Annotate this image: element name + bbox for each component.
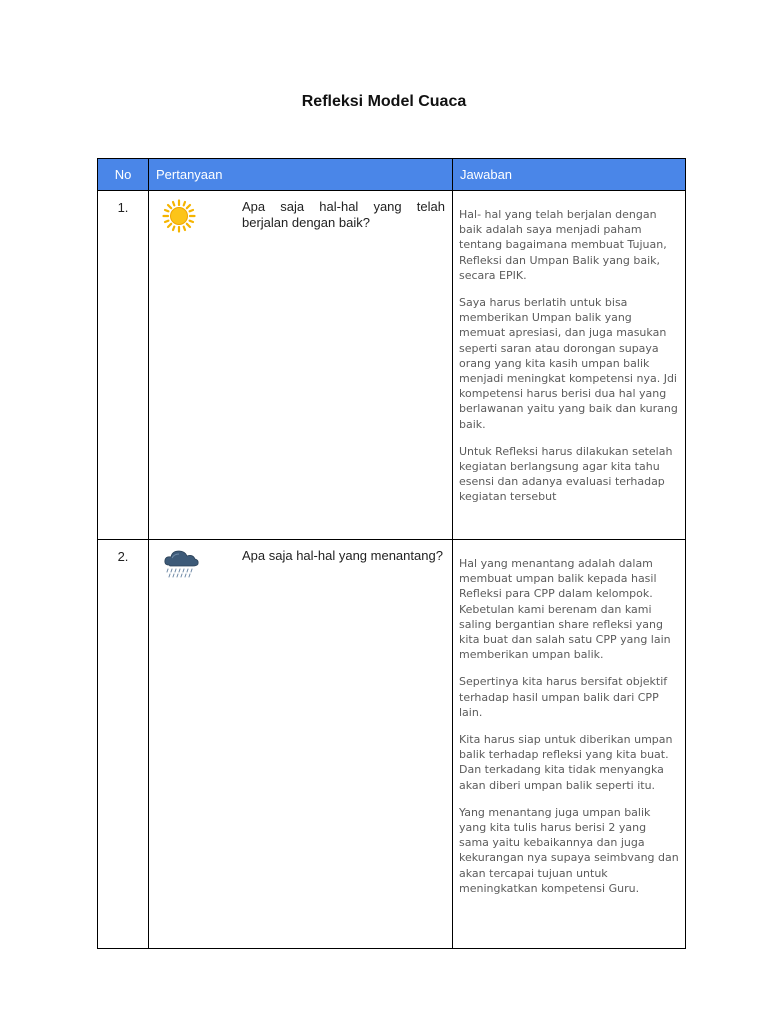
answer-cell [453,540,686,949]
answer-paragraph: Sepertinya kita harus bersifat objektif terhadap hasil umpan balik dari CPP lain. [459,675,668,719]
header-answer: Jawaban [453,159,686,191]
answer-paragraph: Hal- hal yang telah berjalan dengan baik adalah saya menjadi paham tentang bagaimana membuat Tujuan, Refleksi dan Umpan Balik yang baik, secara EPIK. [459,208,667,282]
sun-icon [156,199,242,238]
question-cell [149,191,453,540]
table-row [98,540,686,949]
row-number: 1. [98,191,149,540]
answer-cell [453,191,686,540]
header-question: Pertanyaan [149,159,453,191]
answer-paragraph: Saya harus berlatih untuk bisa memberikan Umpan balik yang memuat apresiasi, dan juga masukan seperti saran atau dorongan supaya orang yang kita kasih umpan balik menjadi meningkat kompetensi nya. Jdi kompetensi harus berisi dua hal yang berlawanan yaitu yang baik dan kurang baik. [459,296,678,431]
table-row [98,191,686,540]
question-text: Apa saja hal-hal yang menantang? [242,548,443,563]
rain-cloud-icon [156,548,242,585]
answer-paragraph: Kita harus siap untuk diberikan umpan balik terhadap refleksi yang kita buat. Dan terkadang kita tidak menyangka akan diberi umpan balik seperti itu. [459,733,673,792]
table-header-row [98,159,686,191]
answer-paragraph: Untuk Refleksi harus dilakukan setelah kegiatan berlangsung agar kita tahu esensi dan adanya evaluasi terhadap kegiatan tersebut [459,444,673,504]
answer-paragraph: Yang menantang juga umpan balik yang kita tulis harus berisi 2 yang sama yaitu kebaikannya dan juga kekurangan nya supaya seimbvang dan akan tercapai tujuan untuk meningkatkan kompetensi Guru. [459,805,679,895]
reflection-table [97,158,686,949]
header-no: No [98,159,149,191]
question-cell [149,540,453,949]
row-number: 2. [98,540,149,949]
page-title: Refleksi Model Cuaca [301,93,467,110]
answer-paragraph: Hal yang menantang adalah dalam membuat umpan balik kepada hasil Refleksi para CPP dalam kelompok. Kebetulan kami berenam dan kami saling bergantian share refleksi yang kita buat dan salah satu CPP yang lain memberikan umpan balik. [459,557,671,662]
question-text: Apa saja hal-hal yang telah berjalan dengan baik? [242,199,445,230]
